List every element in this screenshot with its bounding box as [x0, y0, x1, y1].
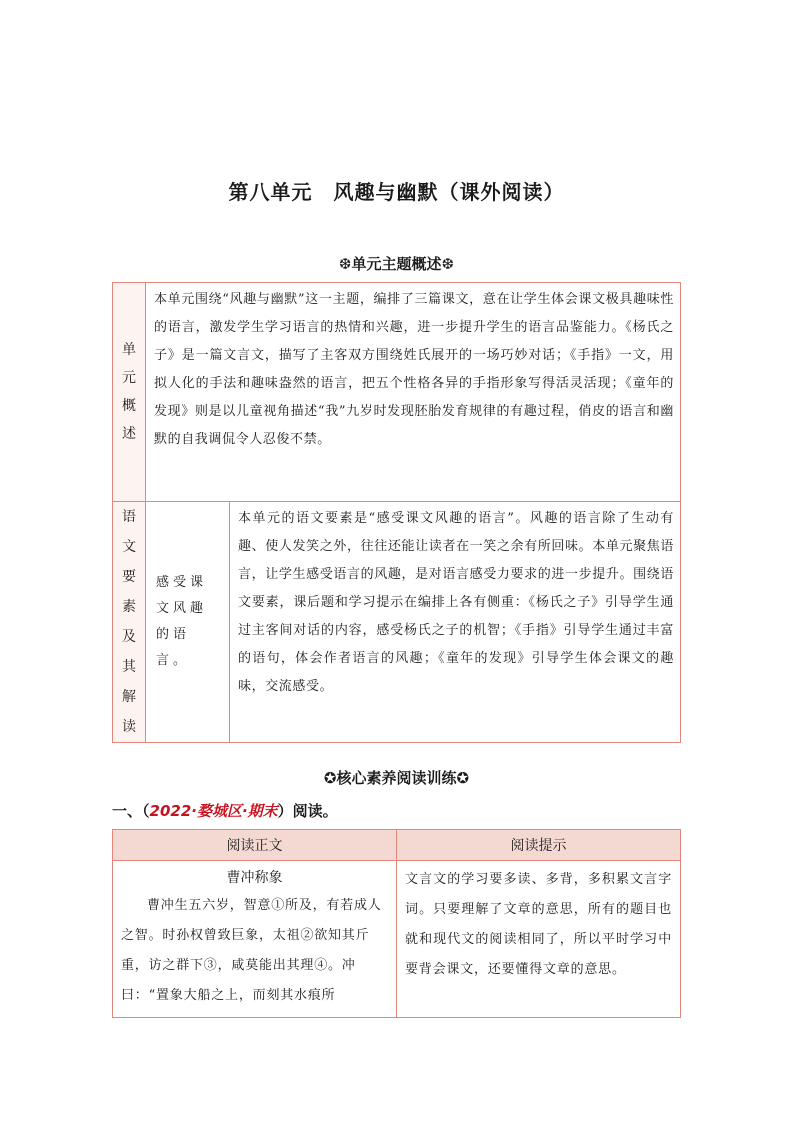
- unit-overview-table: [112, 282, 681, 743]
- reading-body-row: [113, 861, 681, 1018]
- question-suffix: ）阅读。: [277, 802, 338, 820]
- reading-hint: 文言文的学习要多读、多背，多积累文言字词。只要理解了文章的意思，所有的题目也就和现代文的阅读相同了，所以平时学习中要背会课文，还要懂得文章的意思。: [397, 861, 681, 1018]
- elements-text: 本单元的语文要素是“感受课文风趣的语言”。风趣的语言除了生动有趣、使人发笑之外，往往还能让读者在一笑之余有所回味。本单元聚焦语言，让学生感受语言的风趣，是对语言感受力要求的进一步提升。围绕语文要素，课后题和学习提示在编排上各有侧重：《杨氏之子》引导学生通过主客间对话的内容，感受杨氏之子的机智；《手指》引导学生通过丰富的语句，体会作者语言的风趣；《童年的发现》引导学生体会课文的趣味，交流感受。: [230, 502, 681, 743]
- label-char: 语: [122, 509, 136, 525]
- overview-row: [113, 283, 681, 502]
- label-char: 解: [122, 689, 136, 705]
- label-char: 概: [122, 398, 136, 414]
- overview-text: 本单元围绕“风趣与幽默”这一主题，编排了三篇课文，意在让学生体会课文极具趣味性的语言，激发学生学习语言的热情和兴趣，进一步提升学生的语言品鉴能力。《杨氏之子》是一篇文言文，描写了主客双方围绕姓氏展开的一场巧妙对话；《手指》一文，用拟人化的手法和趣味盎然的语言，把五个性格各异的手指形象写得活灵活现；《童年的发现》则是以儿童视角描述“我”九岁时发现胚胎发育规律的有趣过程，俏皮的语言和幽默的自我调侃令人忍俊不禁。: [146, 283, 681, 502]
- passage-cell: [113, 861, 397, 1018]
- label-char: 文: [122, 539, 136, 555]
- label-char: 素: [122, 599, 136, 615]
- elements-label: [113, 502, 146, 743]
- label-char: 要: [122, 569, 136, 585]
- label-char: 及: [122, 629, 136, 645]
- question-heading: [112, 800, 338, 821]
- label-char: 述: [122, 426, 136, 442]
- language-element: 感受课文风趣的语言。: [146, 502, 230, 743]
- unit-overview-heading: ❆单元主题概述❆: [338, 255, 455, 273]
- label-char: 其: [122, 659, 136, 675]
- passage-text: 曹冲生五六岁，智意①所及，有若成人之智。时孙权曾致巨象，太祖②欲知其斤重，访之群下③，咸莫能出其理④。冲曰：“置象大船之上，而刻其水痕所: [121, 898, 382, 1003]
- label-char: 读: [122, 719, 136, 735]
- reading-header-row: [113, 830, 681, 861]
- label-char: 单: [122, 342, 136, 358]
- hint-header: 阅读提示: [397, 830, 681, 861]
- reading-table: [112, 829, 681, 1018]
- page-title: 第八单元 风趣与幽默（课外阅读）: [228, 180, 565, 204]
- elements-row: [113, 502, 681, 743]
- label-char: 元: [122, 370, 136, 386]
- passage-title: 曹冲称象: [226, 870, 283, 886]
- overview-label: [113, 283, 146, 502]
- core-training-heading: ✪核心素养阅读训练✪: [323, 769, 470, 787]
- passage-header: 阅读正文: [113, 830, 397, 861]
- question-source: 2022·婺城区·期末: [149, 802, 278, 820]
- question-number: 一、（: [112, 802, 150, 820]
